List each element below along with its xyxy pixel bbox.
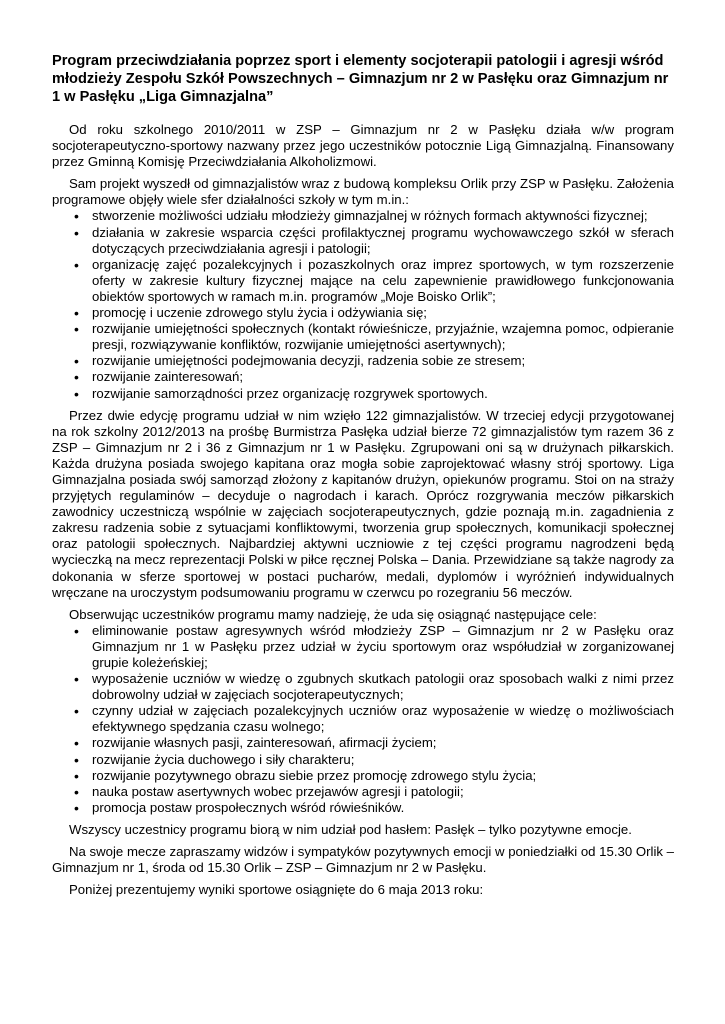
match-schedule-paragraph: Na swoje mecze zapraszamy widzów i sympatyków pozytywnych emocji w poniedziałki od 15.30 Orlik – Gimnazjum nr 1, środa od 15.30 Orlik – ZSP – Gimnazjum nr 2 w Pasłęku. [52,844,674,876]
list-item: • promocja postaw prospołecznych wśród rówieśników. [52,800,674,816]
motto-paragraph: Wszyscy uczestnicy programu biorą w nim udział pod hasłem: Pasłęk – tylko pozytywne emocje. [69,821,632,837]
document-title: Program przeciwdziałania poprzez sport i elementy socjoterapii patologii i agresji wśród młodzieży Zespołu Szkół Powszechnych – Gimnazjum nr 2 w Pasłęku oraz Gimnazjum nr 1 w Pasłęku „Liga Gimnazjalna” [52,53,669,105]
program-goals-list [52,623,674,816]
list-item: • nauka postaw asertywnych wobec przejawów agresji i patologii; [52,784,674,800]
list-item: • działania w zakresie wsparcia części profilaktycznej programu wychowawczego szkół w sferach dotyczących przeciwdziałania agresji i patologii; [52,225,674,257]
list-item: • rozwijanie samorządności przez organizację rozgrywek sportowych. [52,386,674,402]
list-item: • eliminowanie postaw agresywnych wśród młodzieży ZSP – Gimnazjum nr 2 w Pasłęku oraz Gimnazjum nr 1 w Pasłęku przez udział w życiu sportowym oraz współudział w zorganizowanej grupie koleżeńskiej; [52,623,674,671]
list-item: • rozwijanie umiejętności społecznych (kontakt rówieśnicze, przyjaźnie, wzajemna pomoc, odpieranie presji, rozwiązywanie konfliktów, rozwijanie umiejętności asertywnych); [52,321,674,353]
list-item: • promocję i uczenie zdrowego stylu życia i odżywiania się; [52,305,674,321]
project-origin-paragraph: Sam projekt wyszedł od gimnazjalistów wraz z budową kompleksu Orlik przy ZSP w Pasłęku. Założenia programowe objęły wiele sfer działalności szkoły w tym m.in.: [52,176,674,208]
list-item: • organizację zajęć pozalekcyjnych i pozaszkolnych oraz imprez sportowych, w tym rozszerzenie oferty w zakresie kultury fizycznej mające na celu zapewnienie prawidłowego funkcjonowania obiektów sportowych w ramach m.in. programów „Moje Boisko Orlik”; [52,257,674,305]
intro-paragraph: Od roku szkolnego 2010/2011 w ZSP – Gimnazjum nr 2 w Pasłęku działa w/w program socjoterapeutyczno-sportowy nazwany przez jego uczestników potocznie Ligą Gimnazjalną. Finansowany przez Gminną Komisję Przeciwdziałania Alkoholizmowi. [52,122,674,170]
goals-intro-paragraph: Obserwując uczestników programu mamy nadzieję, że uda się osiągnąć następujące cele: [69,606,597,622]
list-item: • rozwijanie życia duchowego i siły charakteru; [52,752,674,768]
list-item: • rozwijanie własnych pasji, zainteresowań, afirmacji życiem; [52,735,674,751]
program-assumptions-list [52,208,674,401]
list-item: • rozwijanie umiejętności podejmowania decyzji, radzenia sobie ze stresem; [52,353,674,369]
program-editions-paragraph: Przez dwie edycję programu udział w nim wzięło 122 gimnazjalistów. W trzeciej edycji przygotowanej na rok szkolny 2012/2013 na prośbę Burmistrza Pasłęka udział bierze 72 gimnazjalistów tym razem 36 z ZSP – Gimnazjum nr 2 i 36 z Gimnazjum nr 1 w Pasłęku. Zgrupowani oni są w drużynach piłkarskich. Każda drużyna posiada swojego kapitana oraz mogła sobie zaprojektować własny strój sportowy. Liga Gimnazjalna posiada swój samorząd złożony z kapitanów drużyn, opiekunów programu. Stoi on na straży przyjętych regulaminów – decyduje o nagrodach i karach. Oprócz rozgrywania meczów piłkarskich zawodnicy uczestniczą wspólnie w zajęciach socjoterapeutycznych, gdzie poznają m.in. zagadnienia z zakresu radzenia sobie z sytuacjami konfliktowymi, tworzenia grup społecznych, komunikacji społecznej oraz patologii społecznych. Najbardziej aktywni uczniowie z tej części programu nagrodzeni będą wycieczką na mecz reprezentacji Polski w piłce ręcznej Polska – Dania. Przewidziane są także nagrody za dokonania w sferze sportowej w postaci pucharów, medali, dyplomów i wyróżnień indywidualnych wręczane na uroczystym podsumowaniu programu w czerwcu po rozegraniu 56 meczów. [52,407,674,600]
results-intro-paragraph: Poniżej prezentujemy wyniki sportowe osiągnięte do 6 maja 2013 roku: [69,882,484,898]
list-item: • stworzenie możliwości udziału młodzieży gimnazjalnej w różnych formach aktywności fizycznej; [52,208,674,224]
list-item: • rozwijanie pozytywnego obrazu siebie przez promocję zdrowego stylu życia; [52,768,674,784]
document-page [52,52,674,898]
list-item: • wyposażenie uczniów w wiedzę o zgubnych skutkach patologii oraz sposobach walki z nimi przez dobrowolny udział w zajęciach socjoterapeutycznych; [52,671,674,703]
list-item: • czynny udział w zajęciach pozalekcyjnych uczniów oraz wyposażenie w wiedzę o możliwościach efektywnego spędzania czasu wolnego; [52,703,674,735]
list-item: • rozwijanie zainteresowań; [52,369,674,385]
